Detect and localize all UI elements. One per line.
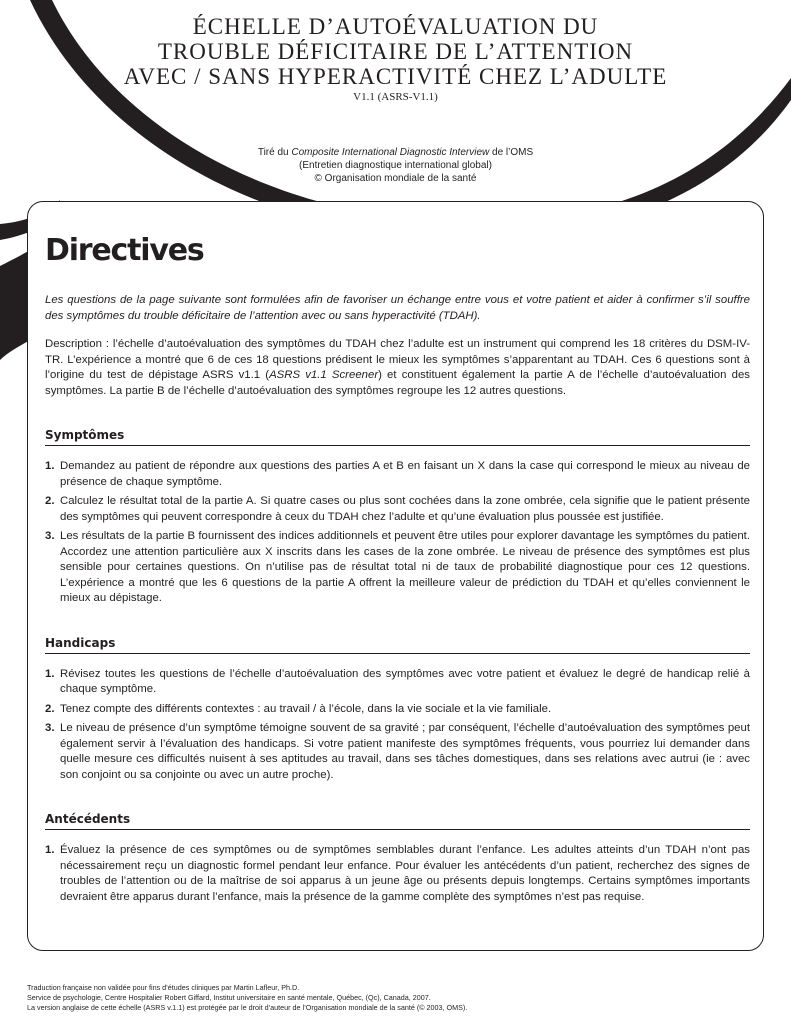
footer-line-3: La version anglaise de cette échelle (ASRS v.1.1) est protégée par le droit d’auteur de l’Organisation mondiale de la santé (© 2003, OMS).: [27, 1003, 468, 1012]
item-text: Calculez le résultat total de la partie A. Si quatre cases ou plus sont cochées dans la zone ombrée, cela signifie que le patient présente des symptômes qui peuvent correspondre à ceux du TDAH chez l’adulte et qu’une évaluation plus poussée est justifiée.: [60, 495, 750, 523]
source-suffix: de l’OMS: [489, 147, 534, 158]
item-number: 3.: [45, 530, 55, 542]
description-paragraph: [45, 337, 750, 399]
list-item: [45, 459, 750, 490]
item-text: Tenez compte des différents contextes : au travail / à l’école, dans la vie sociale et la vie familiale.: [60, 702, 552, 715]
source-prefix: Tiré du: [257, 147, 292, 158]
source-line-2: (Entretien diagnostique international global): [299, 160, 492, 171]
left-arc-lower: [0, 250, 30, 360]
handicaps-list: [45, 667, 750, 784]
item-text: Évaluez la présence de ces symptômes ou de symptômes semblables durant l’enfance. Les adultes atteints d’un TDAH n’ont pas nécessairement reçu un diagnostic formel pendant leur enfance. Pour évaluer les antécédents d’un patient, recherchez des signes de troubles de l’attention ou de la maîtrise de soi apparus à un jeune âge ou présents depuis longtemps. Certains symptômes importants devraient être apparus durant l’enfance, mais la présence de la gamme complète des symptômes n’est pas requise.: [60, 844, 750, 903]
directives-content: [45, 233, 750, 909]
item-text: Le niveau de présence d’un symptôme témoigne souvent de sa gravité ; par conséquent, l’échelle d’autoévaluation des symptômes peut également servir à l’évaluation des handicaps. Si votre patient manifeste des symptômes fréquents, vous pourriez lui demander dans quelle mesure ces difficultés nuisent à ses aptitudes au travail, dans ses tâches domestiques, dans ses relations avec autrui (ie : avec son conjoint ou sa conjointe ou avec un autre proche).: [60, 722, 750, 781]
list-item: [45, 702, 750, 718]
description-part-1: Description : l’échelle d’autoévaluation des symptômes du TDAH chez l’adulte est un instrument qui comprend les 18 critères du DSM-IV-TR. L’expérience a montré que 6 de ces 18 questions prédisent le mieux les symptômes s’apparentant au TDAH. Ces 6 questions sont à l’origine du test de dépistage ASRS v1.1 (: [45, 338, 750, 381]
description-italic: ASRS v1.1 Screener: [269, 369, 379, 381]
section-heading-handicaps: Handicaps: [45, 635, 750, 654]
item-text: Les résultats de la partie B fournissent des indices additionnels et peuvent être utiles pour explorer davantage les symptômes du patient. Accordez une attention particulière aux X inscrits dans les cases de la zone ombrée. Le niveau de présence des symptômes est plus sensible pour certaines questions. On n’utilise pas de résultat total ni de taux de probabilité diagnostique pour ces 12 questions. L’expérience a montré que les 6 questions de la partie A offrent la meilleure valeur de prédiction du TDAH et qu’elles conviennent le mieux au dépistage.: [60, 530, 750, 604]
title-line-1: ÉCHELLE D’AUTOÉVALUATION DU: [192, 14, 599, 39]
directives-heading: Directives: [45, 233, 204, 268]
symptomes-list: [45, 459, 750, 607]
source-line-3: © Organisation mondiale de la santé: [314, 173, 477, 184]
antecedents-list: [45, 843, 750, 905]
item-number: 1.: [45, 460, 55, 472]
version-label: V1.1 (ASRS-V1.1): [353, 91, 438, 103]
section-heading-symptomes: Symptômes: [45, 427, 750, 446]
intro-paragraph: Les questions de la page suivante sont formulées afin de favoriser un échange entre vous et votre patient et aider à confirmer s’il souffre des symptômes du trouble déficitaire de l’attention avec ou sans hyperactivité (TDAH).: [45, 294, 750, 322]
source-italic: Composite International Diagnostic Interview: [291, 147, 490, 158]
footer-notes: [27, 983, 467, 1013]
source-line-1: [0, 146, 791, 159]
footer-line-1: Traduction française non validée pour fins d’études cliniques par Martin Lafleur, Ph.D.: [27, 983, 300, 992]
footer-line-2: Service de psychologie, Centre Hospitalier Robert Giffard, Institut universitaire en santé mentale, Québec, (Qc), Canada, 2007.: [27, 993, 431, 1002]
title-line-3: AVEC / SANS HYPERACTIVITÉ CHEZ L’ADULTE: [123, 64, 668, 89]
description-part-2: ) et constituent également la partie A de l’échelle d’autoévaluation des symptômes. La partie B de l’échelle d’autoévaluation des symptômes regroupe les 12 autres questions.: [45, 369, 750, 397]
item-number: 1.: [45, 667, 55, 680]
list-item: [45, 667, 750, 698]
section-heading-antecedents: Antécédents: [45, 811, 750, 830]
item-number: 2.: [45, 702, 55, 715]
item-text: Révisez toutes les questions de l’échelle d’autoévaluation des symptômes avec votre patient et évaluez le degré de handicap relié à chaque symptôme.: [60, 667, 750, 695]
item-number: 3.: [45, 722, 55, 734]
list-item: [45, 721, 750, 783]
item-text: Demandez au patient de répondre aux questions des parties A et B en faisant un X dans la case qui correspond le mieux au niveau de présence de chaque symptôme.: [60, 460, 750, 488]
title-line-2: TROUBLE DÉFICITAIRE DE L’ATTENTION: [157, 39, 634, 64]
list-item: [45, 529, 750, 607]
item-number: 2.: [45, 495, 55, 507]
document-header: [0, 14, 791, 185]
list-item: [45, 843, 750, 905]
source-note: [0, 146, 791, 185]
list-item: [45, 494, 750, 525]
item-number: 1.: [45, 844, 55, 856]
